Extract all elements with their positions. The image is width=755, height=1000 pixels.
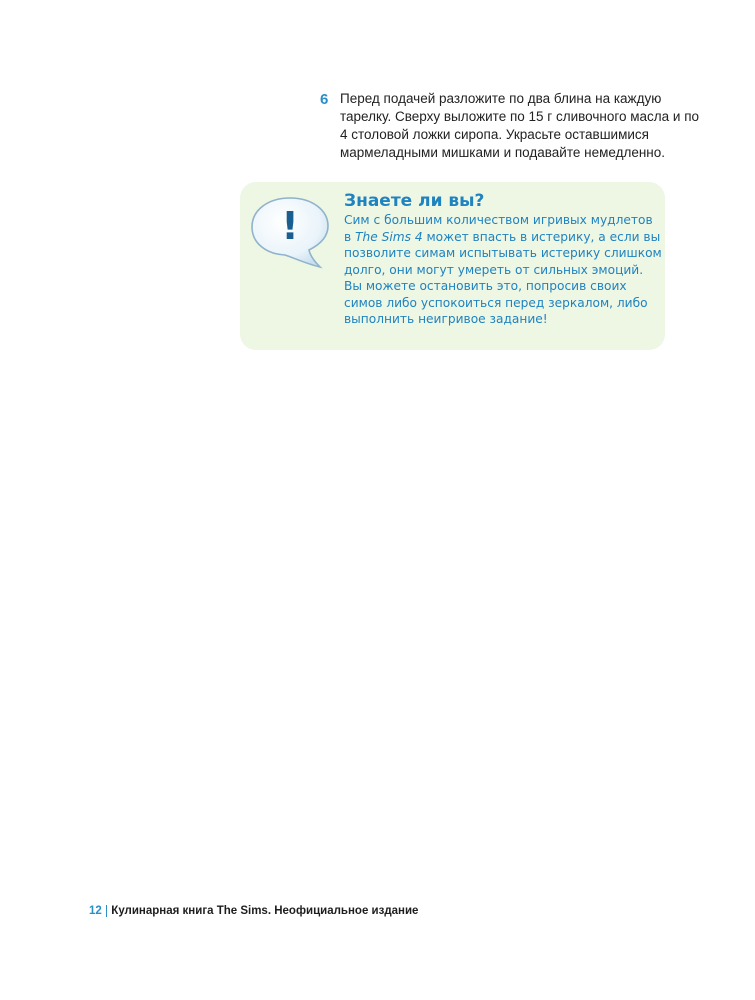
recipe-step [320,90,705,162]
did-you-know-box [240,182,665,350]
tip-body-part-2: может впасть в истерику, а если вы позволите симам испытывать истерику слишком долго, они могут умереть от сильных эмоций. Вы можете остановить это, попросив своих симов либо успокоиться перед зеркалом, либо выполнить неигривое задание! [344,229,662,326]
game-title: The Sims 4 [355,229,423,244]
tip-body [344,212,662,328]
footer-separator [106,905,108,917]
book-title: Кулинарная книга The Sims. Неофициальное издание [111,905,419,917]
page-footer [89,905,418,917]
exclamation-speech-bubble-icon [249,194,331,270]
tip-body-part-1: Сим с большим количеством игривых мудлетов в [344,213,653,244]
step-number: 6 [320,91,329,108]
page-number: 12 [89,905,102,917]
step-text: Перед подачей разложите по два блина на каждую тарелку. Сверху выложите по 15 г сливочного масла и по 4 столовой ложки сиропа. Украсьте оставшимися мармеладными мишками и подавайте немедленно. [340,91,700,160]
tip-title: Знаете ли вы? [344,191,485,211]
exclamation-mark: ! [281,204,299,248]
